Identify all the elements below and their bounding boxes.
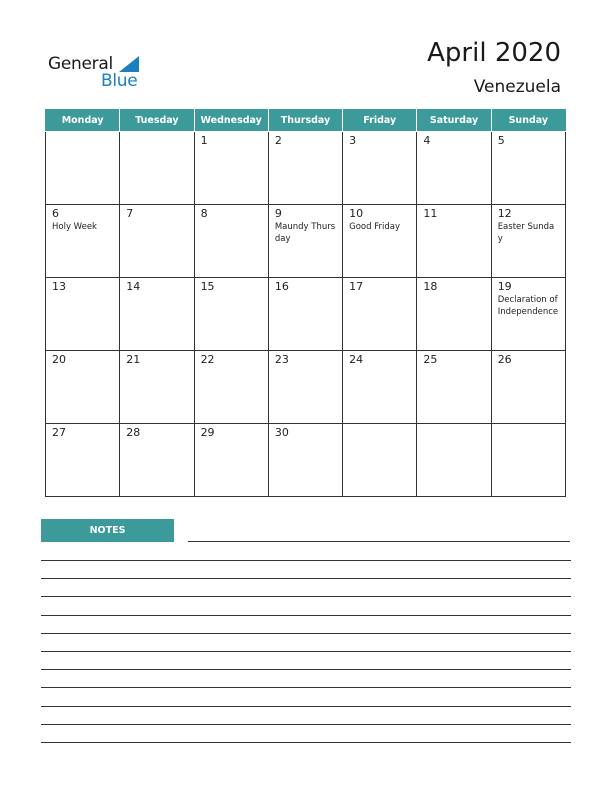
day-cell	[120, 132, 194, 205]
weekday-header: Wednesday	[194, 110, 268, 132]
day-cell	[343, 351, 417, 424]
day-number: 1	[200, 134, 208, 147]
day-number: 25	[423, 353, 438, 366]
notes-label: NOTES	[41, 519, 174, 542]
day-number: 13	[52, 280, 66, 293]
notes-line	[41, 633, 571, 634]
day-cell	[491, 278, 565, 351]
holiday-label: Maundy Thursday	[274, 222, 336, 244]
day-cell	[491, 132, 565, 205]
day-number: 4	[423, 134, 431, 147]
day-cell	[46, 205, 120, 278]
day-cell	[417, 351, 491, 424]
calendar-country: Venezuela	[473, 77, 561, 97]
day-number: 17	[349, 280, 364, 293]
day-cell	[46, 278, 120, 351]
logo-text-general: General	[48, 54, 113, 74]
notes-line	[41, 669, 571, 670]
week-row	[46, 351, 566, 424]
notes-line	[41, 560, 571, 561]
day-cell	[120, 424, 194, 497]
generalblue-logo	[48, 54, 148, 92]
notes-line	[41, 615, 571, 616]
day-cell	[491, 351, 565, 424]
day-cell	[417, 205, 491, 278]
day-number: 18	[423, 280, 438, 293]
notes-line	[41, 578, 571, 579]
holiday-label: Good Friday	[349, 222, 400, 232]
day-cell	[268, 278, 342, 351]
notes-line	[41, 742, 571, 743]
weekday-header: Saturday	[417, 110, 491, 132]
day-number: 8	[200, 207, 208, 220]
day-cell	[491, 424, 565, 497]
day-number: 15	[200, 280, 215, 293]
day-cell	[343, 132, 417, 205]
day-cell	[268, 424, 342, 497]
day-number: 9	[274, 207, 282, 220]
day-cell	[343, 278, 417, 351]
day-number: 29	[200, 426, 215, 439]
notes-line	[188, 541, 570, 542]
day-number: 12	[497, 207, 512, 220]
week-row	[46, 424, 566, 497]
day-cell	[417, 132, 491, 205]
day-cell	[194, 424, 268, 497]
day-number: 7	[126, 207, 134, 220]
day-cell	[120, 205, 194, 278]
day-cell	[194, 351, 268, 424]
day-cell	[194, 132, 268, 205]
day-cell	[268, 205, 342, 278]
week-row	[46, 132, 566, 205]
weekday-header: Friday	[343, 110, 417, 132]
logo-text-blue: Blue	[101, 71, 138, 91]
day-number: 27	[52, 426, 66, 439]
weekday-header: Tuesday	[120, 110, 194, 132]
day-number: 14	[126, 280, 141, 293]
day-number: 2	[274, 134, 282, 147]
day-cell	[120, 351, 194, 424]
day-number: 21	[126, 353, 141, 366]
day-cell	[46, 132, 120, 205]
day-cell	[343, 424, 417, 497]
weekday-header: Monday	[46, 110, 120, 132]
notes-line	[41, 687, 571, 688]
notes-line	[41, 724, 571, 725]
day-number: 5	[497, 134, 505, 147]
day-cell	[491, 205, 565, 278]
day-number: 11	[423, 207, 438, 220]
week-row	[46, 205, 566, 278]
day-cell	[268, 132, 342, 205]
notes-line	[41, 706, 571, 707]
notes-line	[41, 651, 571, 652]
day-number: 6	[52, 207, 59, 220]
holiday-label: Easter Sunday	[497, 222, 555, 244]
weekday-header: Sunday	[491, 110, 565, 132]
day-number: 16	[274, 280, 289, 293]
weekday-header-row	[46, 110, 566, 132]
logo-triangle-icon	[119, 56, 139, 72]
week-row	[46, 278, 566, 351]
holiday-label: Holy Week	[52, 222, 97, 232]
day-cell	[417, 278, 491, 351]
calendar-title: April 2020	[427, 38, 561, 68]
day-number: 26	[497, 353, 512, 366]
day-number: 23	[274, 353, 289, 366]
day-cell	[194, 278, 268, 351]
day-number: 20	[52, 353, 66, 366]
weekday-header: Thursday	[268, 110, 342, 132]
day-cell	[194, 205, 268, 278]
day-number: 28	[126, 426, 141, 439]
day-number: 19	[497, 280, 512, 293]
holiday-label: Declaration of Independence	[497, 295, 559, 317]
day-number: 10	[349, 207, 364, 220]
day-number: 30	[274, 426, 289, 439]
day-number: 24	[349, 353, 364, 366]
day-cell	[417, 424, 491, 497]
day-number: 22	[200, 353, 215, 366]
notes-line	[41, 596, 571, 597]
day-cell	[268, 351, 342, 424]
day-cell	[46, 351, 120, 424]
day-cell	[46, 424, 120, 497]
day-cell	[343, 205, 417, 278]
day-cell	[120, 278, 194, 351]
day-number: 3	[349, 134, 357, 147]
calendar-grid	[45, 109, 566, 497]
